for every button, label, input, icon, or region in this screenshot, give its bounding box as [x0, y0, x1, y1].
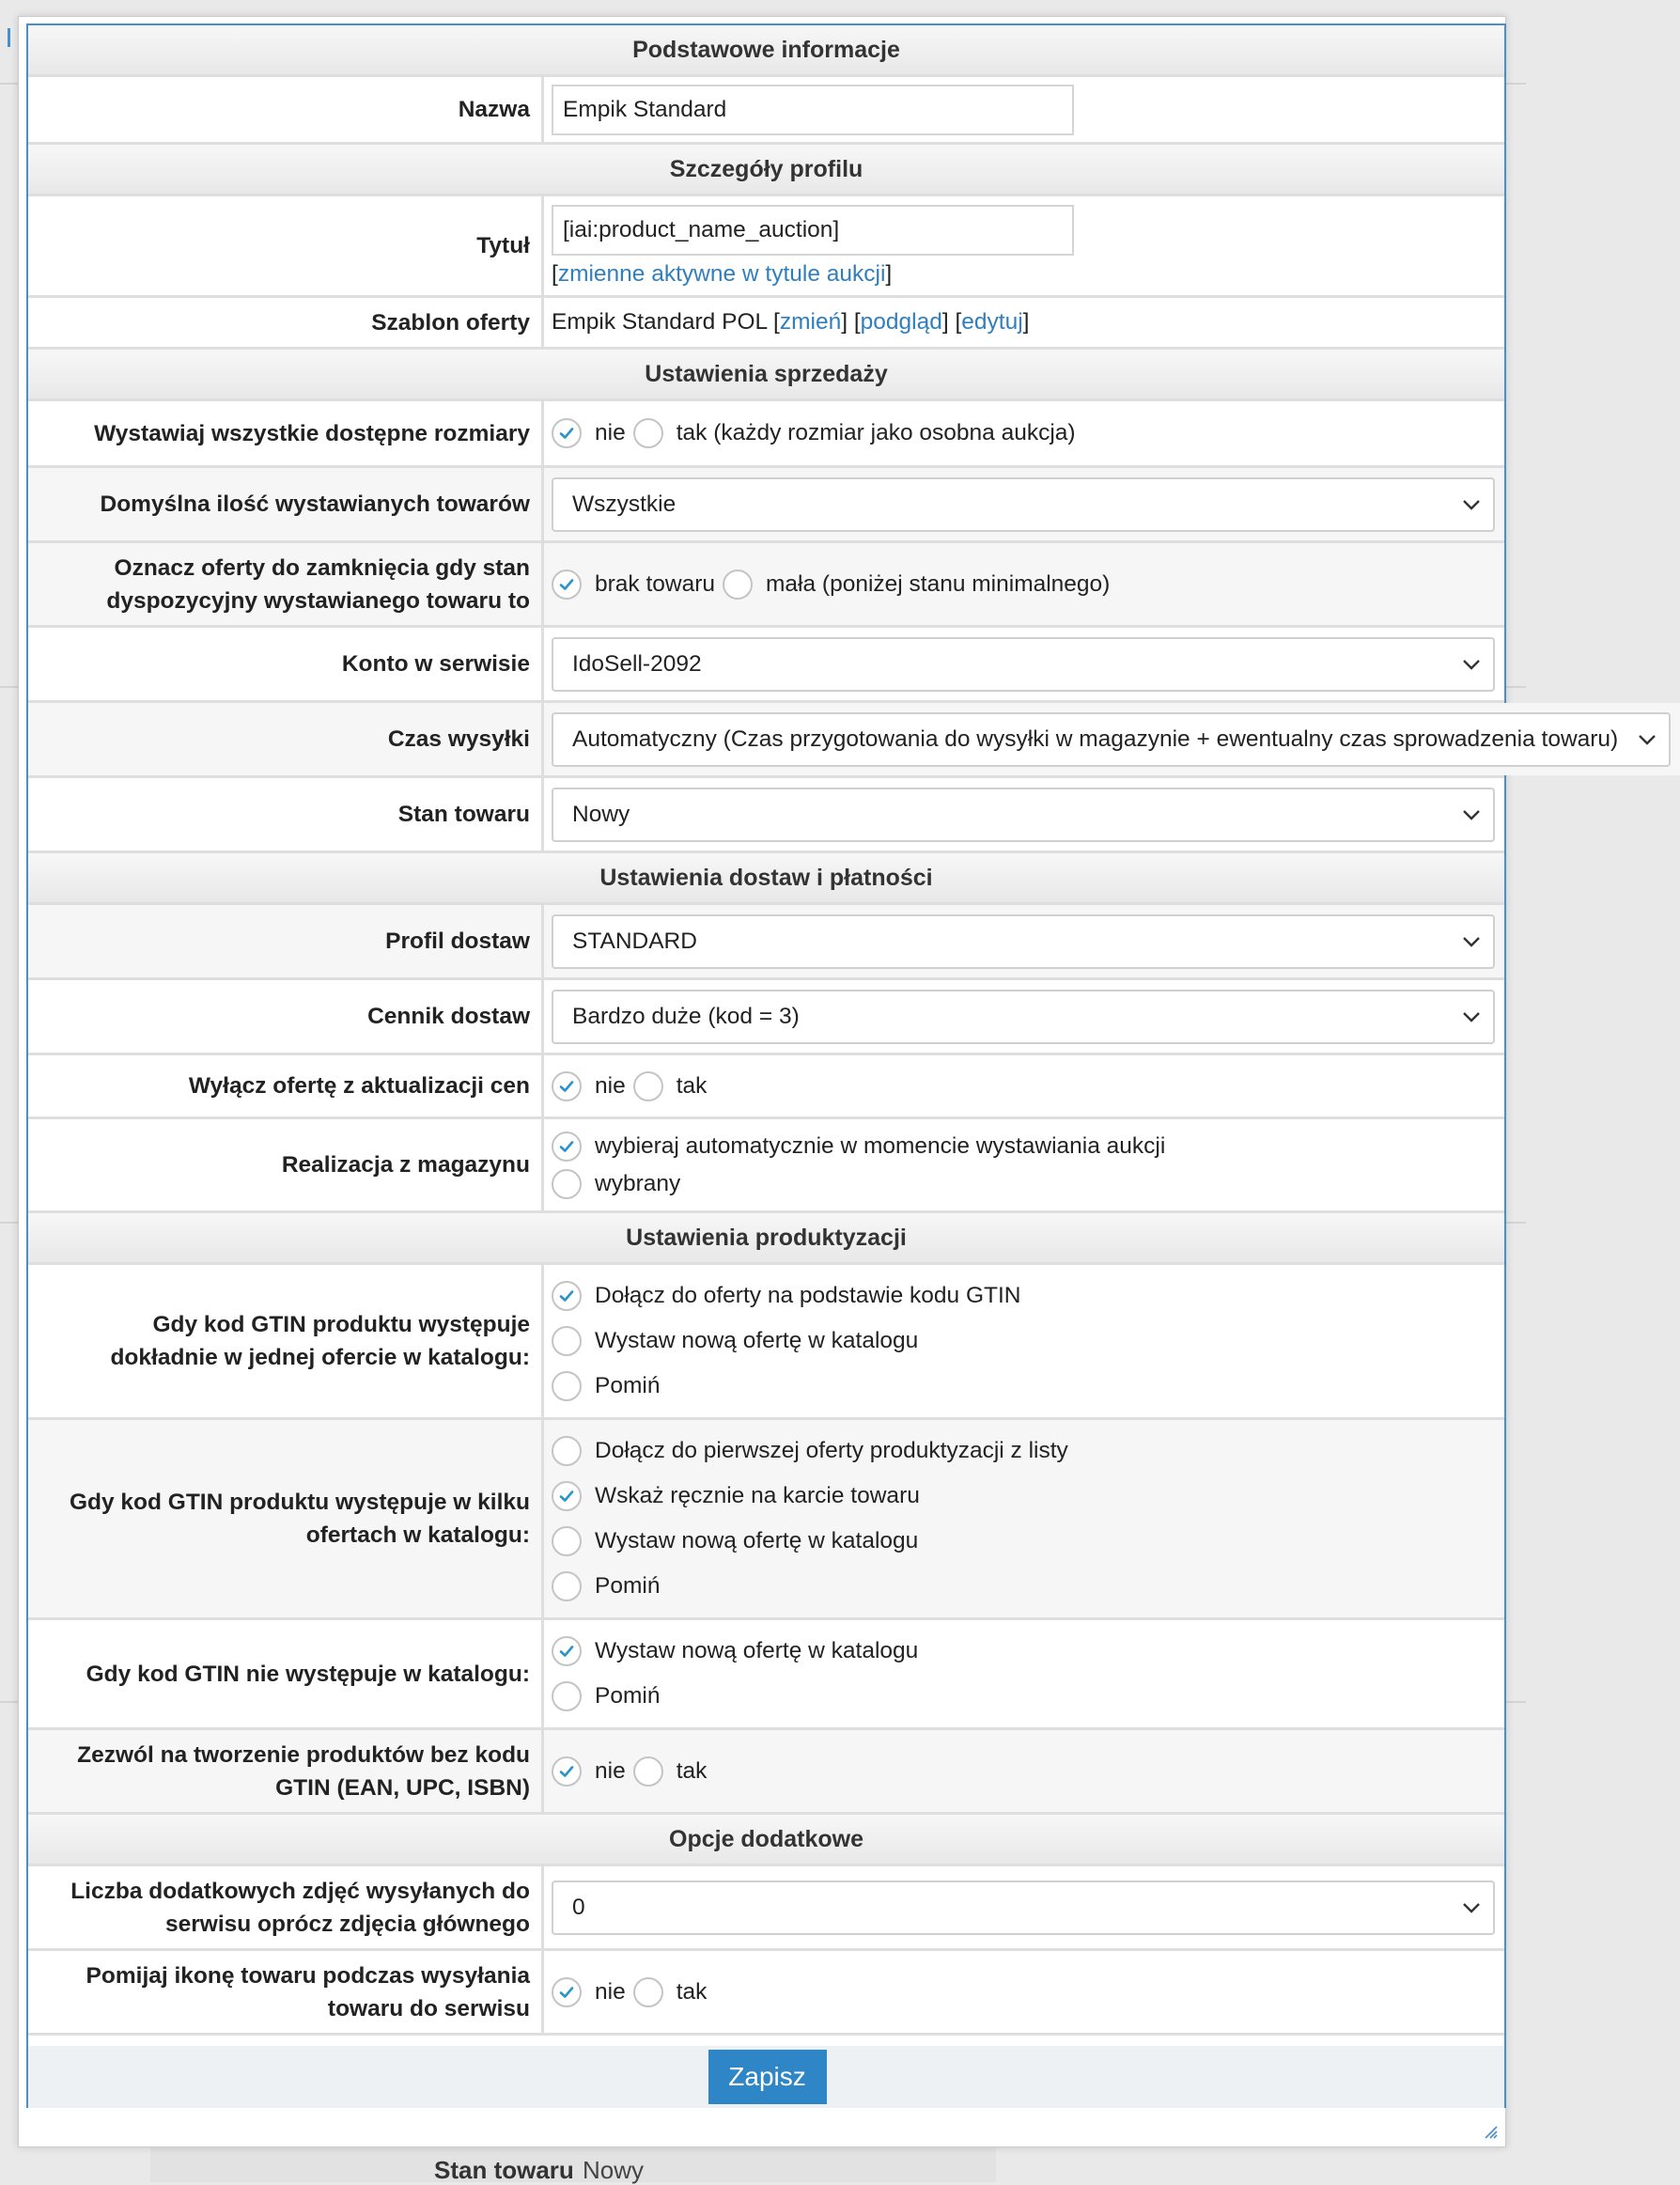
- section-title: Ustawienia dostaw i płatności: [599, 864, 933, 891]
- radio-unchecked-icon: [552, 1571, 582, 1601]
- quantity-label: Domyślna ilość wystawianych towarów: [28, 468, 544, 540]
- gtin-single-label: Gdy kod GTIN produktu występuje dokładnie w jednej ofercie w katalogu:: [28, 1265, 544, 1417]
- radio-label: Wskaż ręcznie na karcie towaru: [595, 1483, 920, 1508]
- delivery-profile-label: Profil dostaw: [28, 905, 544, 977]
- radio-label: Wystaw nową ofertę w katalogu: [595, 1528, 919, 1553]
- bracket: ]: [885, 260, 893, 287]
- section-title: Opcje dodatkowe: [669, 1825, 863, 1852]
- radio-label: Pomiń: [595, 1573, 661, 1599]
- row-gtin-none: [28, 1620, 1504, 1730]
- background-row: [150, 2143, 996, 2182]
- gtin-multi-label: Gdy kod GTIN produktu występuje w kilku ofertach w katalogu:: [28, 1420, 544, 1617]
- radio-unchecked-icon: [633, 1977, 663, 2007]
- section-title: Szczegóły profilu: [669, 155, 863, 182]
- section-header-delivery: [28, 853, 1504, 905]
- warehouse-auto-radio[interactable]: [552, 1128, 1495, 1165]
- radio-checked-icon: [552, 418, 582, 448]
- template-label: Szablon oferty: [28, 298, 544, 347]
- gtin-multi-new-radio[interactable]: [552, 1519, 1495, 1564]
- row-shipping-time: [28, 703, 1619, 778]
- delivery-pricelist-select[interactable]: [552, 990, 1495, 1044]
- radio-label: wybrany: [595, 1170, 681, 1196]
- section-header-extra: [28, 1815, 1504, 1866]
- row-template: [28, 298, 1504, 350]
- save-button[interactable]: Zapisz: [708, 2050, 827, 2104]
- gtin-none-skip-radio[interactable]: [552, 1674, 1495, 1719]
- radio-unchecked-icon: [723, 570, 753, 600]
- radio-label: wybieraj automatycznie w momencie wystawiania aukcji: [595, 1132, 1166, 1159]
- row-no-gtin: [28, 1730, 1504, 1815]
- bracket: ]: [1022, 309, 1030, 335]
- row-exclude-price-update: [28, 1055, 1504, 1119]
- name-label: Nazwa: [28, 77, 544, 142]
- close-offers-label: Oznacz oferty do zamknięcia gdy stan dyspozycyjny wystawianego towaru to: [28, 543, 544, 625]
- template-change-link[interactable]: zmień: [779, 309, 842, 335]
- radio-checked-icon: [552, 1071, 582, 1101]
- radio-label: Pomiń: [595, 1373, 661, 1398]
- radio-unchecked-icon: [633, 1756, 663, 1787]
- section-title: Ustawienia sprzedaży: [645, 360, 888, 387]
- warehouse-selected-radio[interactable]: [552, 1165, 1495, 1203]
- exclude-no-radio[interactable]: [552, 1071, 626, 1101]
- select-value: 0: [572, 1894, 585, 1920]
- profile-form: [26, 23, 1619, 2108]
- radio-unchecked-icon: [633, 1071, 663, 1101]
- radio-checked-icon: [552, 570, 582, 600]
- chevron-down-icon: [1461, 654, 1482, 675]
- all-sizes-no-radio[interactable]: [552, 418, 626, 448]
- radio-label: Dołącz do oferty na podstawie kodu GTIN: [595, 1283, 1021, 1308]
- template-edit-link[interactable]: edytuj: [961, 309, 1023, 335]
- row-skip-icon: [28, 1951, 1504, 2036]
- no-gtin-yes-radio[interactable]: [633, 1756, 708, 1787]
- radio-checked-icon: [552, 1636, 582, 1666]
- background-row-value: Nowy: [583, 2156, 645, 2184]
- gtin-single-skip-radio[interactable]: [552, 1364, 1495, 1409]
- radio-checked-icon: [552, 1481, 582, 1511]
- select-value: Wszystkie: [572, 491, 677, 517]
- select-value: Nowy: [572, 801, 630, 827]
- chevron-down-icon: [1461, 494, 1482, 515]
- radio-unchecked-icon: [552, 1169, 582, 1199]
- resize-handle-icon[interactable]: [1483, 2124, 1498, 2139]
- select-value: IdoSell-2092: [572, 650, 702, 677]
- warehouse-label: Realizacja z magazynu: [28, 1119, 544, 1210]
- skip-icon-yes-radio[interactable]: [633, 1977, 708, 2007]
- row-warehouse: [28, 1119, 1504, 1213]
- section-header-productization: [28, 1213, 1504, 1265]
- select-value: Bardzo duże (kod = 3): [572, 1003, 800, 1029]
- radio-label: tak: [676, 1757, 708, 1784]
- row-all-sizes: [28, 401, 1504, 468]
- radio-label: mała (poniżej stanu minimalnego): [766, 570, 1111, 597]
- row-close-offers: [28, 543, 1504, 628]
- chevron-down-icon: [1637, 729, 1657, 750]
- delivery-pricelist-label: Cennik dostaw: [28, 980, 544, 1053]
- skip-icon-label: Pomijaj ikonę towaru podczas wysyłania towaru do serwisu: [28, 1951, 544, 2033]
- radio-label: brak towaru: [595, 570, 716, 597]
- close-none-radio[interactable]: [552, 570, 715, 600]
- radio-label: nie: [595, 420, 626, 445]
- row-account: [28, 628, 1504, 703]
- chevron-down-icon: [1461, 931, 1482, 952]
- gtin-multi-first-radio[interactable]: [552, 1428, 1495, 1474]
- radio-label: nie: [595, 1757, 626, 1784]
- title-variables-link[interactable]: zmienne aktywne w tytule aukcji: [557, 260, 886, 287]
- gtin-none-label: Gdy kod GTIN nie występuje w katalogu:: [28, 1620, 544, 1727]
- radio-unchecked-icon: [633, 418, 663, 448]
- background-row-label: Stan towaru: [434, 2156, 574, 2184]
- chevron-down-icon: [1461, 1007, 1482, 1027]
- radio-label: nie: [595, 1978, 626, 2005]
- row-quantity: [28, 468, 1504, 543]
- gtin-single-new-radio[interactable]: [552, 1319, 1495, 1364]
- exclude-price-update-label: Wyłącz ofertę z aktualizacji cen: [28, 1055, 544, 1116]
- row-gtin-multi: [28, 1420, 1504, 1620]
- profile-dialog: [18, 16, 1619, 2147]
- radio-label: Wystaw nową ofertę w katalogu: [595, 1638, 919, 1663]
- template-value: Empik Standard POL: [552, 309, 768, 335]
- shipping-time-label: Czas wysyłki: [28, 703, 544, 775]
- quantity-select[interactable]: [552, 477, 1495, 532]
- row-title: [28, 196, 1504, 298]
- section-header-sales: [28, 350, 1504, 401]
- background-marker: [8, 28, 10, 47]
- gtin-multi-skip-radio[interactable]: [552, 1564, 1495, 1609]
- exclude-yes-radio[interactable]: [633, 1071, 708, 1101]
- condition-label: Stan towaru: [28, 778, 544, 851]
- account-label: Konto w serwisie: [28, 628, 544, 700]
- account-select[interactable]: [552, 637, 1495, 692]
- row-gtin-single: [28, 1265, 1504, 1420]
- radio-unchecked-icon: [552, 1681, 582, 1711]
- delivery-profile-select[interactable]: [552, 914, 1495, 969]
- name-input[interactable]: [552, 85, 1074, 135]
- form-footer: [28, 2046, 1504, 2108]
- section-title: Ustawienia produktyzacji: [626, 1224, 907, 1251]
- radio-label: tak: [676, 1072, 708, 1099]
- radio-unchecked-icon: [552, 1436, 582, 1466]
- bracket: [: [767, 309, 780, 335]
- radio-unchecked-icon: [552, 1526, 582, 1556]
- radio-label: Dołącz do pierwszej oferty produktyzacji z listy: [595, 1438, 1068, 1463]
- row-name: [28, 77, 1504, 145]
- radio-checked-icon: [552, 1281, 582, 1311]
- row-delivery-profile: [28, 905, 1504, 980]
- radio-checked-icon: [552, 1977, 582, 2007]
- section-header-profile: [28, 145, 1504, 196]
- radio-label: Wystaw nową ofertę w katalogu: [595, 1328, 919, 1353]
- gtin-none-new-radio[interactable]: [552, 1629, 1495, 1674]
- radio-label: Pomiń: [595, 1683, 661, 1709]
- radio-checked-icon: [552, 1132, 582, 1162]
- chevron-down-icon: [1461, 804, 1482, 825]
- select-value: Automatyczny (Czas przygotowania do wysyłki w magazynie + ewentualny czas sprowadzenia towaru): [572, 726, 1619, 752]
- section-header-basic: [28, 25, 1504, 77]
- all-sizes-label: Wystawiaj wszystkie dostępne rozmiary: [28, 401, 544, 465]
- row-delivery-pricelist: [28, 980, 1504, 1055]
- select-value: STANDARD: [572, 928, 697, 954]
- section-title: Podstawowe informacje: [632, 36, 900, 63]
- row-extra-photos: [28, 1866, 1504, 1951]
- radio-label: tak (każdy rozmiar jako osobna aukcja): [676, 420, 1076, 445]
- radio-unchecked-icon: [552, 1326, 582, 1356]
- bracket: ] [: [841, 309, 861, 335]
- extra-photos-label: Liczba dodatkowych zdjęć wysyłanych do serwisu oprócz zdjęcia głównego: [28, 1866, 544, 1948]
- no-gtin-label: Zezwól na tworzenie produktów bez kodu GTIN (EAN, UPC, ISBN): [28, 1730, 544, 1812]
- no-gtin-no-radio[interactable]: [552, 1756, 626, 1787]
- radio-unchecked-icon: [552, 1371, 582, 1401]
- close-low-radio[interactable]: [723, 570, 1110, 600]
- gtin-multi-manual-radio[interactable]: [552, 1474, 1495, 1519]
- all-sizes-yes-radio[interactable]: [633, 418, 1076, 448]
- radio-checked-icon: [552, 1756, 582, 1787]
- template-preview-link[interactable]: podgląd: [860, 309, 942, 335]
- chevron-down-icon: [1461, 1897, 1482, 1918]
- shipping-time-select[interactable]: [552, 712, 1671, 767]
- row-condition: [28, 778, 1504, 853]
- skip-icon-no-radio[interactable]: [552, 1977, 626, 2007]
- title-input[interactable]: [552, 205, 1074, 256]
- bracket: [: [552, 260, 558, 287]
- extra-photos-select[interactable]: [552, 1881, 1495, 1935]
- bracket: ] [: [941, 309, 962, 335]
- title-label: Tytuł: [28, 196, 544, 295]
- condition-select[interactable]: [552, 788, 1495, 842]
- gtin-single-join-radio[interactable]: [552, 1273, 1495, 1319]
- radio-label: tak: [676, 1978, 708, 2005]
- radio-label: nie: [595, 1072, 626, 1099]
